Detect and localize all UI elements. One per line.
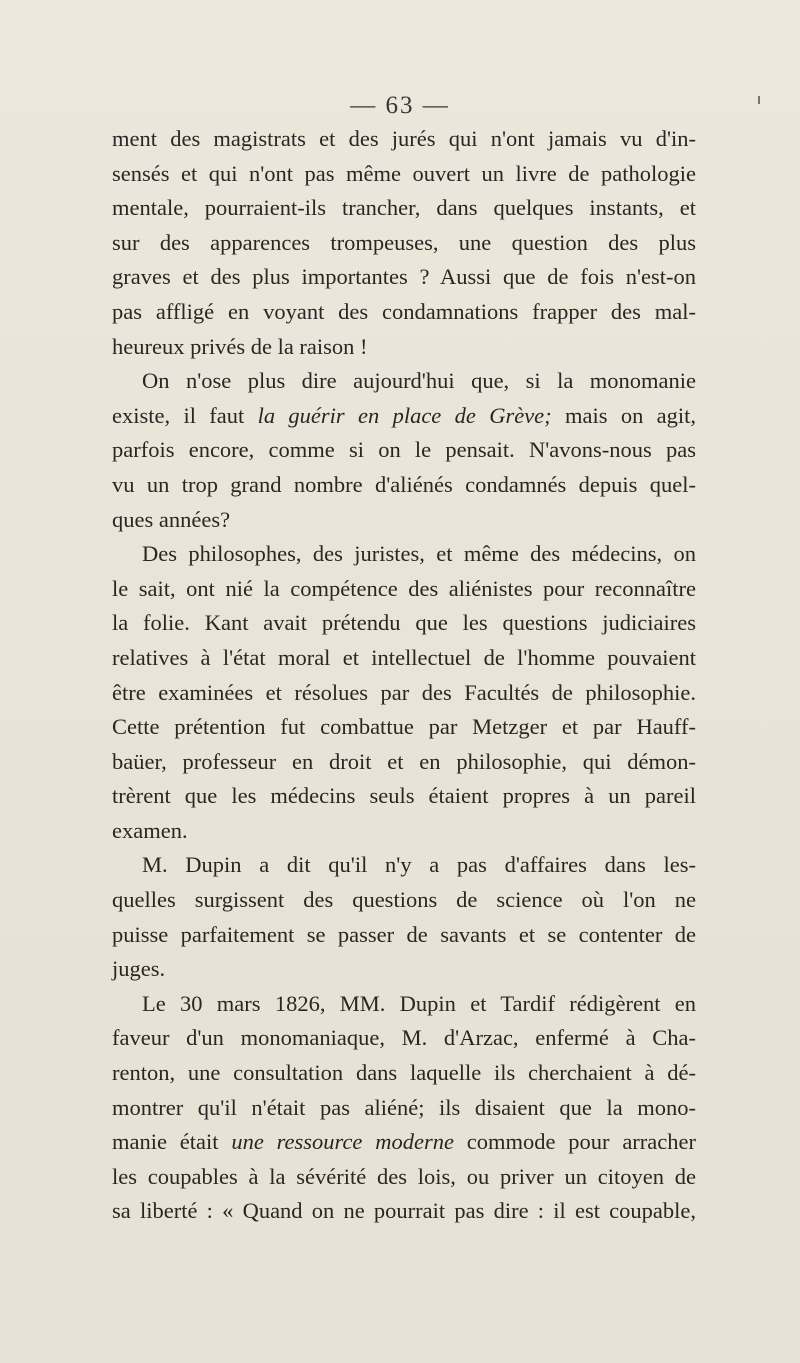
text-line: quelles surgissent des questions de science où l'on ne [112,887,696,913]
text-line: être examinées et résolues par des Facultés de philosophie. [112,679,696,705]
text-line: renton, une consultation dans laquelle ils cherchaient à dé- [112,1060,696,1086]
text-line: relatives à l'état moral et intellectuel de l'homme pouvaient [112,644,696,670]
italic-phrase: la guérir en place de Grève; [257,402,552,428]
text-line: M. Dupin a dit qu'il n'y a pas d'affaires dans les- [142,852,696,878]
text-line: faveur d'un monomaniaque, M. d'Arzac, enfermé à Cha- [112,1025,696,1051]
text-line: juges. [112,956,166,982]
text-line: le sait, ont nié la compétence des aliénistes pour reconnaître [112,575,696,601]
text-line: ment des magistrats et des jurés qui n'ont jamais vu d'in- [112,126,696,151]
text-run: commode pour arracher [453,1129,696,1155]
text-line: pas affligé en voyant des condamnations frapper des mal- [112,298,696,324]
text-line [112,1125,696,1160]
text-line: sur des apparences trompeuses, une question des plus [112,229,696,255]
text-line: ques années? [112,506,231,532]
page-number: — 63 — [350,92,450,119]
text-line: la folie. Kant avait prétendu que les questions judiciaires [112,610,696,636]
text-line: Le 30 mars 1826, MM. Dupin et Tardif rédigèrent en [142,990,696,1016]
text-line: graves et des plus importantes ? Aussi que de fois n'est-on [112,264,696,290]
body-text [112,122,696,1229]
text-line: montrer qu'il n'était pas aliéné; ils disaient que la mono- [112,1094,696,1120]
text-line: trèrent que les médecins seuls étaient propres à un pareil [112,783,696,809]
text-run: existe, il faut [112,402,258,428]
text-line: parfois encore, comme si on le pensait. N'avons-nous pas [112,437,696,463]
italic-phrase: une ressource moderne [231,1129,454,1155]
text-line: Cette prétention fut combattue par Metzger et par Hauff- [112,714,696,740]
text-line: puisse parfaitement se passer de savants et se contenter de [112,921,696,947]
text-line: vu un trop grand nombre d'aliénés condamnés depuis quel- [112,471,696,497]
text-line: mentale, pourraient-ils trancher, dans quelques instants, et [112,195,696,221]
text-line: sensés et qui n'ont pas même ouvert un livre de pathologie [112,160,696,186]
text-line: On n'ose plus dire aujourd'hui que, si la monomanie [142,368,696,394]
text-line: sa liberté : « Quand on ne pourrait pas dire : il est coupable, [112,1198,696,1224]
text-line: baüer, professeur en droit et en philosophie, qui démon- [112,748,696,774]
text-line: heureux privés de la raison ! [112,333,368,359]
text-line: Des philosophes, des juristes, et même des médecins, on [142,541,696,567]
text-line: examen. [112,817,188,843]
text-run: manie était [112,1129,232,1155]
text-line [112,399,696,434]
text-line: les coupables à la sévérité des lois, ou priver un citoyen de [112,1163,696,1189]
text-run: mais on agit, [551,402,697,428]
